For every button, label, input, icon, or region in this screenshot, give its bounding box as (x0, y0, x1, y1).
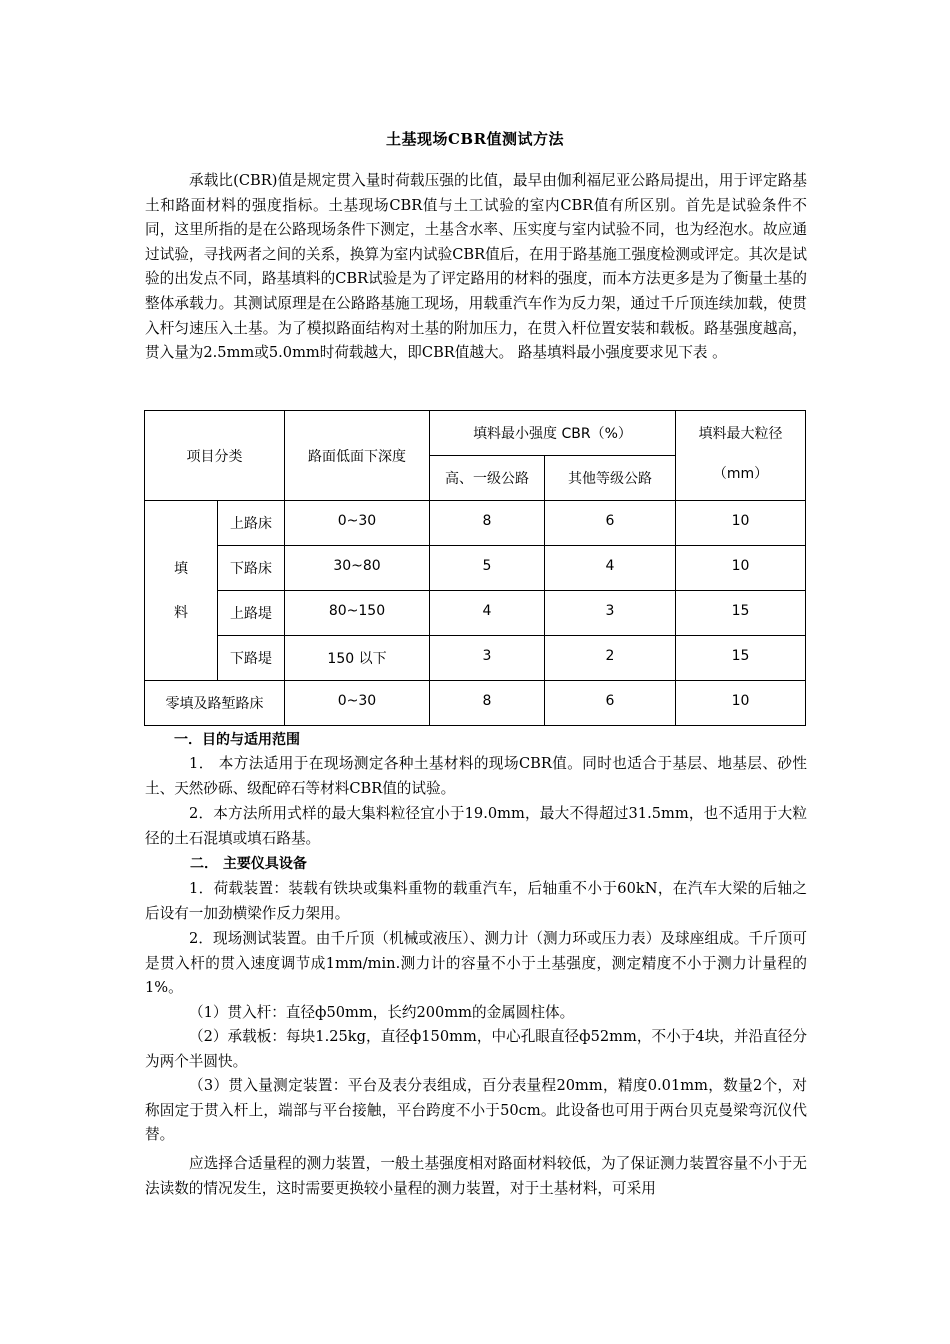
fill-group-label (145, 501, 218, 681)
header-highway: 高、一级公路 (430, 456, 545, 501)
fill-group-label-2: 料 (174, 604, 188, 621)
row-size: 10 (676, 681, 806, 726)
table-row (145, 636, 806, 681)
row-highway: 4 (430, 591, 545, 636)
row-other: 3 (545, 591, 676, 636)
row-name: 上路堤 (218, 591, 285, 636)
header-max-size-unit: （mm） (712, 466, 769, 482)
row-other: 6 (545, 501, 676, 546)
header-depth: 路面低面下深度 (285, 411, 430, 501)
row-highway: 3 (430, 636, 545, 681)
row-other: 6 (545, 681, 676, 726)
cbr-requirements-table (144, 410, 806, 726)
row-highway: 8 (430, 501, 545, 546)
row-name: 零填及路堑路床 (145, 681, 285, 726)
section2-paragraph-3: 应选择合适量程的测力装置，一般土基强度相对路面材料较低，为了保证测力装置容量不小于无法读数的情况发生，这时需要更换较小量程的测力装置，对于土基材料，可采用 (145, 1155, 807, 1197)
intro-paragraph: 承载比(CBR)值是规定贯入量时荷载压强的比值，最早由伽利福尼亚公路局提出，用于评定路基土和路面材料的强度指标。土基现场CBR值与土工试验的室内CBR值有所区别。首先是试验条件不同，这里所指的是在公路现场条件下测定，土基含水率、压实度与室内试验不同，也为经泡水。故应通过试验，寻找两者之间的关系，换算为室内试验CBR值后，在用于路基施工强度检测或评定。其次是试验的出发点不同，路基填料的CBR试验是为了评定路用的材料的强度，而本方法更多是为了衡量土基的整体承载力。其测试原理是在公路路基施工现场，用载重汽车作为反力架，通过千斤顶连续加载，使贯入杆匀速压入土基。为了模拟路面结构对土基的附加压力，在贯入杆位置安装和载板。路基强度越高，贯入量为2.5mm或5.0mm时荷载越大，即CBR值越大。 路基填料最小强度要求见下表 。 (145, 172, 807, 362)
table-row (145, 546, 806, 591)
row-highway: 5 (430, 546, 545, 591)
table-row (145, 681, 806, 726)
row-name: 下路堤 (218, 636, 285, 681)
header-category: 项目分类 (145, 411, 285, 501)
section1-paragraph-2: 2．本方法所用式样的最大集料粒径宜小于19.0mm，最大不得超过31.5mm，也不适用于大粒径的土石混填或填石路基。 (145, 805, 807, 847)
row-depth: 80~150 (285, 591, 430, 636)
section2-paragraph-1: 1．荷载装置：装载有铁块或集料重物的载重汽车，后轴重不小于60kN，在汽车大梁的后轴之后设有一加劲横梁作反力架用。 (145, 880, 807, 922)
row-size: 15 (676, 636, 806, 681)
row-size: 10 (676, 546, 806, 591)
row-size: 10 (676, 501, 806, 546)
section2-paragraph-2: 2．现场测试装置。由千斤顶（机械或液压）、测力计（测力环或压力表）及球座组成。千斤顶可是贯入杆的贯入速度调节成1mm/min.测力计的容量不小于土基强度，测定精度不小于测力计量程的1%。 (145, 930, 807, 997)
document-title: 土基现场CBR值测试方法 (385, 130, 565, 148)
row-highway: 8 (430, 681, 545, 726)
header-max-size (676, 411, 806, 501)
section2-item-2: （2）承载板：每块1.25kg，直径ф150mm，中心孔眼直径ф52mm，不小于4块，并沿直径分为两个半圆快。 (145, 1028, 807, 1070)
row-depth: 0~30 (285, 681, 430, 726)
row-name: 上路床 (218, 501, 285, 546)
section2-item-1: （1）贯入杆：直径ф50mm，长约200mm的金属圆柱体。 (189, 1004, 575, 1021)
section1-paragraph-1: 1． 本方法适用于在现场测定各种土基材料的现场CBR值。同时也适合于基层、地基层、砂性土、天然砂砾、级配碎石等材料CBR值的试验。 (145, 755, 807, 797)
row-other: 2 (545, 636, 676, 681)
table-header-row (145, 411, 806, 456)
section2-heading: 二． 主要仪具设备 (190, 856, 307, 872)
table-row (145, 501, 806, 546)
section1-heading: 一．目的与适用范围 (174, 732, 300, 748)
table-row (145, 591, 806, 636)
row-depth: 150 以下 (285, 636, 430, 681)
row-name: 下路床 (218, 546, 285, 591)
header-max-size-label: 填料最大粒径 (698, 426, 783, 442)
row-depth: 30~80 (285, 546, 430, 591)
row-depth: 0~30 (285, 501, 430, 546)
section2-item-3: （3）贯入量测定装置：平台及表分表组成，百分表量程20mm，精度0.01mm，数量2个，对称固定于贯入杆上，端部与平台接触，平台跨度不小于50cm。此设备也可用于两台贝克曼梁弯沉仪代替。 (145, 1077, 807, 1144)
header-other: 其他等级公路 (545, 456, 676, 501)
header-cbr: 填料最小强度 CBR（%） (430, 411, 676, 456)
row-other: 4 (545, 546, 676, 591)
row-size: 15 (676, 591, 806, 636)
fill-group-label-1: 填 (174, 560, 188, 577)
